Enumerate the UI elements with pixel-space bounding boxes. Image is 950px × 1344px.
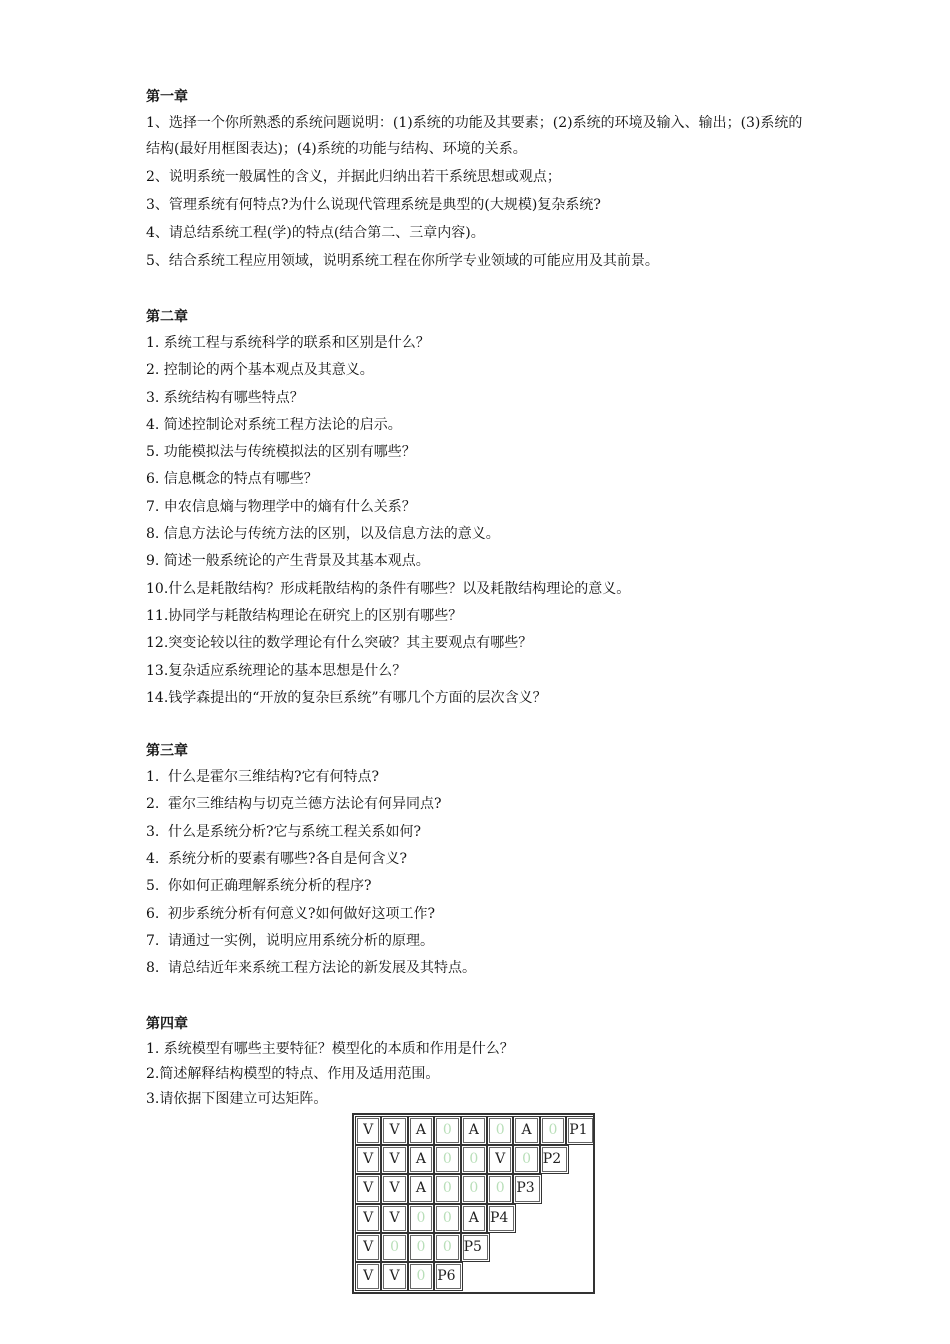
ch3-item: [146, 819, 826, 846]
matrix-cell: V: [355, 1233, 381, 1262]
ch2-item: 13.复杂适应系统理论的基本思想是什么？: [146, 662, 407, 679]
ch2-item: 14.钱学森提出的“开放的复杂巨系统”有哪几个方面的层次含义？: [146, 689, 547, 706]
ch4-item: 1. 系统模型有哪些主要特征？模型化的本质和作用是什么？: [146, 1040, 514, 1057]
ch3-item: [146, 764, 826, 791]
matrix-cell: 0: [461, 1174, 487, 1203]
ch2-item: 8. 信息方法论与传统方法的区别，以及信息方法的意义。: [146, 526, 500, 543]
chapter-3-title: 第三章: [146, 743, 188, 760]
ch3-item: [146, 791, 826, 818]
matrix-cell: V: [355, 1174, 381, 1203]
matrix-cell: A: [461, 1116, 487, 1145]
matrix-cell: 0: [434, 1116, 460, 1145]
matrix-cell: 0: [434, 1233, 460, 1262]
chapter-4-title: 第四章: [146, 1015, 188, 1032]
ch4-item: 2.简述解释结构模型的特点、作用及适用范围。: [146, 1065, 440, 1082]
matrix-cell: 0: [487, 1174, 513, 1203]
ch3-item: [146, 955, 826, 982]
matrix-node-label: P1: [566, 1116, 595, 1145]
matrix-cell: V: [355, 1145, 381, 1174]
ch3-item-number: 5.: [146, 878, 160, 895]
matrix-cell: 0: [487, 1116, 513, 1145]
matrix-cell: V: [355, 1116, 381, 1145]
matrix-cell: 0: [513, 1145, 539, 1174]
matrix-cell: A: [513, 1116, 539, 1145]
matrix-cell: 0: [434, 1174, 460, 1203]
chapter-1-title: 第一章: [146, 89, 188, 105]
matrix-cell: 0: [434, 1204, 460, 1233]
ch3-item-text: 霍尔三维结构与切克兰德方法论有何异同点?: [168, 796, 442, 813]
matrix-cell: 0: [408, 1204, 434, 1233]
matrix-cell: V: [355, 1262, 381, 1291]
ch3-item-number: 3.: [146, 823, 160, 840]
matrix-cell: V: [381, 1174, 407, 1203]
matrix-cell: V: [381, 1204, 407, 1233]
ch2-item: 10.什么是耗散结构？形成耗散结构的条件有哪些？以及耗散结构理论的意义。: [146, 580, 631, 597]
ch3-item-number: 1.: [146, 769, 160, 786]
matrix-cell: V: [381, 1145, 407, 1174]
ch1-item-3: 3、管理系统有何特点?为什么说现代管理系统是典型的(大规模)复杂系统?: [146, 197, 601, 213]
ch3-item-text: 你如何正确理解系统分析的程序?: [168, 878, 372, 895]
ch2-item: 11.协同学与耗散结构理论在研究上的区别有哪些？: [146, 607, 463, 624]
matrix-cell: 0: [408, 1233, 434, 1262]
matrix-node-label: P2: [540, 1145, 569, 1174]
matrix-cell: 0: [461, 1145, 487, 1174]
matrix-node-label: P6: [434, 1262, 463, 1291]
matrix-cell: A: [461, 1204, 487, 1233]
matrix-node-label: P4: [487, 1204, 516, 1233]
ch4-item: 3.请依据下图建立可达矩阵。: [146, 1090, 328, 1107]
matrix-cell: V: [355, 1204, 381, 1233]
ch3-item-text: 什么是霍尔三维结构?它有何特点?: [168, 769, 380, 786]
ch2-item: 2. 控制论的两个基本观点及其意义。: [146, 362, 374, 379]
ch3-item-text: 请总结近年来系统工程方法论的新发展及其特点。: [168, 960, 476, 977]
ch3-item-text: 初步系统分析有何意义?如何做好这项工作?: [168, 905, 436, 922]
ch2-item: 12.突变论较以往的数学理论有什么突破？其主要观点有哪些？: [146, 635, 533, 652]
ch2-item: 6. 信息概念的特点有哪些？: [146, 471, 318, 488]
ch3-item-text: 系统分析的要素有哪些?各自是何含义?: [168, 851, 408, 868]
matrix-cell: V: [381, 1262, 407, 1291]
ch3-item-number: 8.: [146, 960, 160, 977]
matrix-cell: V: [381, 1116, 407, 1145]
matrix-cell: A: [408, 1116, 434, 1145]
matrix-cell: A: [408, 1145, 434, 1174]
ch3-item: [146, 873, 826, 900]
ch3-item-text: 什么是系统分析?它与系统工程关系如何?: [168, 823, 422, 840]
ch1-item-4: 4、请总结系统工程(学)的特点(结合第二、三章内容)。: [146, 225, 485, 241]
matrix-cell: 0: [434, 1145, 460, 1174]
ch3-item-number: 4.: [146, 851, 160, 868]
ch3-item: [146, 846, 826, 873]
ch3-item-number: 7.: [146, 932, 160, 949]
matrix-node-label: P3: [513, 1174, 542, 1203]
ch2-item: 5. 功能模拟法与传统模拟法的区别有哪些？: [146, 444, 416, 461]
ch1-item-2: 2、说明系统一般属性的含义，并据此归纳出若干系统思想或观点；: [146, 169, 561, 185]
matrix-cell: 0: [540, 1116, 566, 1145]
ch2-item: 4. 简述控制论对系统工程方法论的启示。: [146, 416, 402, 433]
chapter-2-title: 第二章: [146, 309, 188, 325]
ch3-item-number: 2.: [146, 796, 160, 813]
ch1-item-5: 5、结合系统工程应用领域，说明系统工程在你所学专业领域的可能应用及其前景。: [146, 253, 659, 269]
matrix-cell: 0: [381, 1233, 407, 1262]
ch1-item-1: 1、选择一个你所熟悉的系统问题说明：(1)系统的功能及其要素；(2)系统的环境及输入、输出；(3)系统的结构(最好用框图表达)；(4)系统的功能与结构、环境的关系。: [146, 115, 803, 157]
ch3-item: [146, 901, 826, 928]
ch3-item-text: 请通过一实例，说明应用系统分析的原理。: [168, 932, 434, 949]
matrix-node-label: P5: [461, 1233, 490, 1262]
document-body: [146, 84, 826, 1112]
ch3-item-number: 6.: [146, 905, 160, 922]
matrix-cell: 0: [408, 1262, 434, 1291]
ch2-item: 9. 简述一般系统论的产生背景及其基本观点。: [146, 553, 430, 570]
ch3-item: [146, 928, 826, 955]
ch2-item: 1. 系统工程与系统科学的联系和区别是什么？: [146, 335, 430, 351]
ch2-item: 3. 系统结构有哪些特点？: [146, 389, 304, 406]
reachability-diagram: [352, 1113, 595, 1294]
matrix-cell: V: [487, 1145, 513, 1174]
matrix-cell: A: [408, 1174, 434, 1203]
ch2-item: 7. 申农信息熵与物理学中的熵有什么关系？: [146, 498, 416, 515]
